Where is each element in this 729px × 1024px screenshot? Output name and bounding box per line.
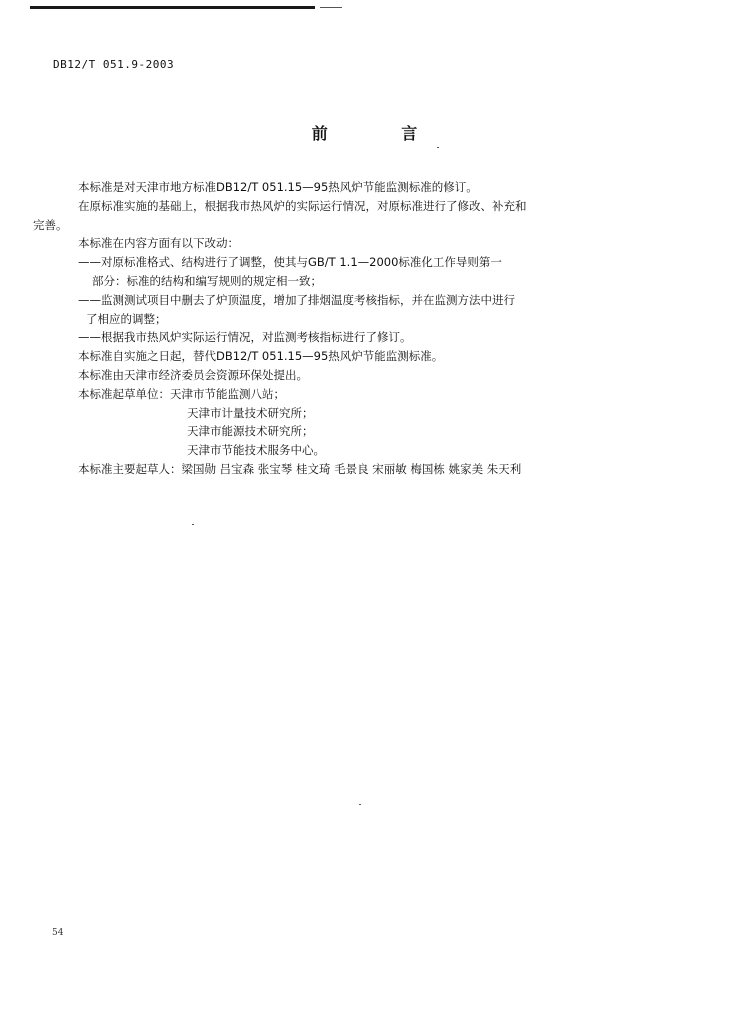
header-rule (30, 6, 315, 9)
change-item-3: ——根据我市热风炉实际运行情况，对监测考核指标进行了修订。 (78, 330, 412, 345)
drafting-unit-4: 天津市节能技术服务中心。 (187, 443, 325, 458)
paragraph-basis-line2: 完善。 (33, 217, 68, 232)
change-item-1-line1: ——对原标准格式、结构进行了调整，使其与GB/T 1.1—2000标准化工作导则第一 (78, 255, 502, 270)
drafting-unit-3: 天津市能源技术研究所； (187, 424, 314, 439)
drafters-list: 本标准主要起草人：梁国勋 吕宝森 张宝琴 桂文琦 毛景良 宋丽敏 梅国栋 姚家美 朱天利 (78, 461, 522, 476)
paragraph-proposer: 本标准由天津市经济委员会资源环保处提出。 (78, 367, 308, 382)
change-item-1-line2: 部分：标准的结构和编写规则的规定相一致； (92, 273, 322, 288)
page-title: 前 言 (311, 124, 452, 143)
paragraph-basis-line1: 在原标准实施的基础上，根据我市热风炉的实际运行情况，对原标准进行了修改、补充和 (78, 198, 527, 213)
page-number: 54 (52, 928, 64, 938)
scan-speck (359, 804, 361, 805)
paragraph-replacement: 本标准自实施之日起，替代DB12/T 051.15—95热风炉节能监测标准。 (78, 349, 444, 364)
paragraph-revision-note: 本标准是对天津市地方标准DB12/T 051.15—95热风炉节能监测标准的修订。 (78, 180, 478, 194)
scan-speck (192, 524, 194, 525)
document-code: DB12/T 051.9-2003 (53, 58, 175, 71)
drafting-units-first: 本标准起草单位：天津市节能监测八站； (78, 386, 285, 401)
change-item-2-line2: 了相应的调整； (86, 311, 167, 326)
header-rule-tail (320, 7, 342, 8)
drafting-unit-2: 天津市计量技术研究所； (187, 405, 314, 420)
scan-speck (437, 147, 439, 148)
foreword-body (33, 178, 633, 479)
paragraph-changes-intro: 本标准在内容方面有以下改动： (78, 236, 239, 251)
change-item-2-line1: ——监测测试项目中删去了炉顶温度，增加了排烟温度考核指标，并在监测方法中进行 (78, 292, 515, 307)
